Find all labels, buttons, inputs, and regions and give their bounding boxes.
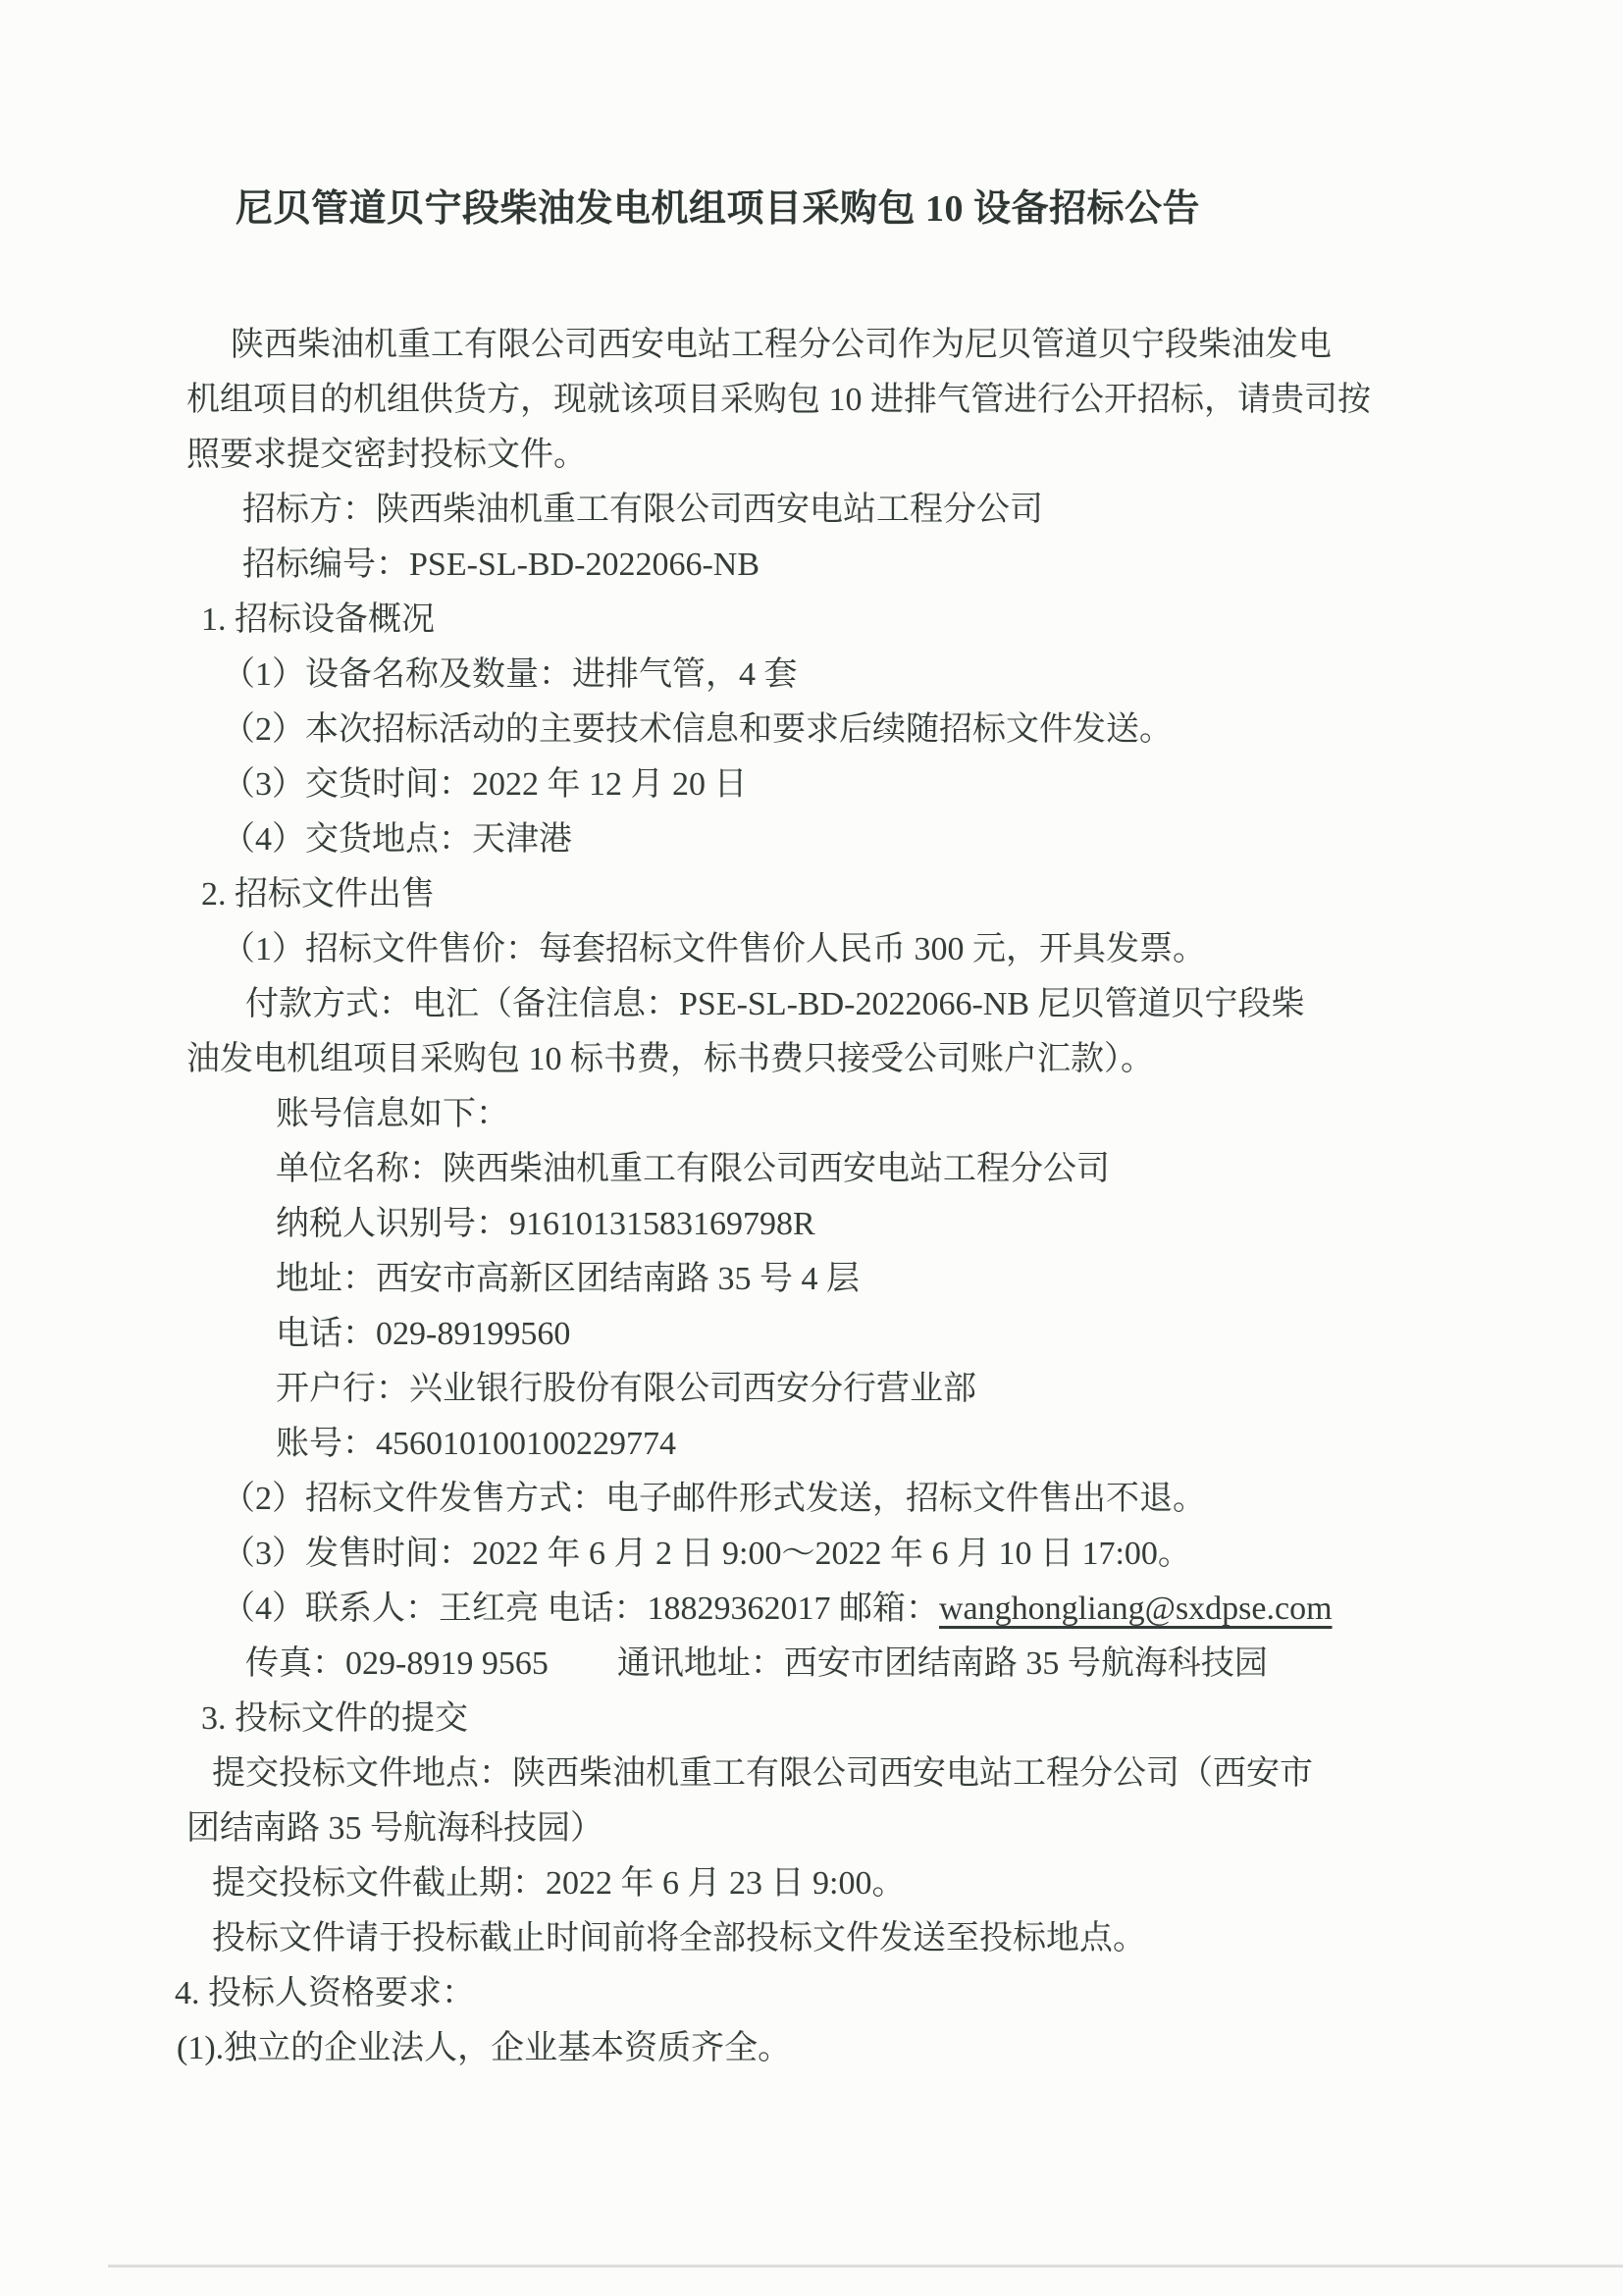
- section-4-requirement-1: (1).独立的企业法人，企业基本资质齐全。: [177, 2030, 792, 2066]
- account-phone: 电话：029-89199560: [276, 1316, 571, 1352]
- contact-email: wanghongliang@sxdpse.com: [939, 1591, 1333, 1627]
- section-2-item-2: （2）招标文件发售方式：电子邮件形式发送，招标文件售出不退。: [222, 1481, 1206, 1517]
- payment-method-line-2: 油发电机组项目采购包 10 标书费，标书费只接受公司账户汇款）。: [186, 1041, 1154, 1077]
- account-number: 账号：456010100100229774: [276, 1426, 676, 1462]
- payment-method-line-1: 付款方式：电汇（备注信息：PSE-SL-BD-2022066-NB 尼贝管道贝宁段柴: [245, 986, 1305, 1022]
- account-company-name: 单位名称：陕西柴油机重工有限公司西安电站工程分公司: [276, 1151, 1110, 1187]
- section-1-item-3: （3）交货时间：2022 年 12 月 20 日: [222, 766, 748, 803]
- account-address: 地址：西安市高新区团结南路 35 号 4 层: [276, 1261, 860, 1297]
- tenderer-line: 招标方：陕西柴油机重工有限公司西安电站工程分公司: [242, 492, 1043, 528]
- section-1-item-4: （4）交货地点：天津港: [222, 821, 572, 858]
- submission-deadline-line: 提交投标文件截止期：2022 年 6 月 23 日 9:00。: [212, 1865, 906, 1902]
- intro-line-1: 陕西柴油机重工有限公司西安电站工程分公司作为尼贝管道贝宁段柴油发电: [231, 327, 1332, 363]
- section-2-item-1: （1）招标文件售价：每套招标文件售价人民币 300 元，开具发票。: [222, 931, 1206, 967]
- fax-number: 传真：029-8919 9565: [245, 1645, 549, 1682]
- fax-and-postal-line: [245, 1637, 1623, 1692]
- tender-number-line: 招标编号：PSE-SL-BD-2022066-NB: [242, 547, 760, 583]
- section-1-heading: 1. 招标设备概况: [201, 601, 435, 638]
- contact-line-text: （4）联系人：王红亮 电话：18829362017 邮箱：: [222, 1591, 939, 1627]
- intro-line-2: 机组项目的机组供货方，现就该项目采购包 10 进排气管进行公开招标，请贵司按: [186, 382, 1371, 418]
- section-1-item-1: （1）设备名称及数量：进排气管，4 套: [222, 656, 798, 693]
- section-2-item-3: （3）发售时间：2022 年 6 月 2 日 9:00～2022 年 6 月 10 日 17:00。: [222, 1536, 1191, 1572]
- postal-address: 通讯地址：西安市团结南路 35 号航海科技园: [616, 1645, 1268, 1682]
- section-2-item-4: [222, 1582, 1623, 1637]
- section-1-item-2: （2）本次招标活动的主要技术信息和要求后续随招标文件发送。: [222, 711, 1173, 748]
- scan-artifact-line: [108, 2265, 1623, 2268]
- section-4-heading: 4. 投标人资格要求：: [175, 1975, 475, 2011]
- submission-note-line: 投标文件请于投标截止时间前将全部投标文件发送至投标地点。: [212, 1920, 1146, 1957]
- account-tax-id: 纳税人识别号：91610131583169798R: [276, 1206, 815, 1242]
- account-info-intro: 账号信息如下：: [276, 1096, 509, 1132]
- submission-place-line-1: 提交投标文件地点：陕西柴油机重工有限公司西安电站工程分公司（西安市: [212, 1755, 1313, 1792]
- page-title: 尼贝管道贝宁段柴油发电机组项目采购包 10 设备招标公告: [236, 188, 1201, 230]
- section-2-heading: 2. 招标文件出售: [201, 876, 435, 913]
- intro-line-3: 照要求提交密封投标文件。: [186, 437, 587, 473]
- section-3-heading: 3. 投标文件的提交: [201, 1700, 468, 1737]
- account-bank: 开户行：兴业银行股份有限公司西安分行营业部: [276, 1371, 976, 1407]
- submission-place-line-2: 团结南路 35 号航海科技园）: [186, 1810, 603, 1847]
